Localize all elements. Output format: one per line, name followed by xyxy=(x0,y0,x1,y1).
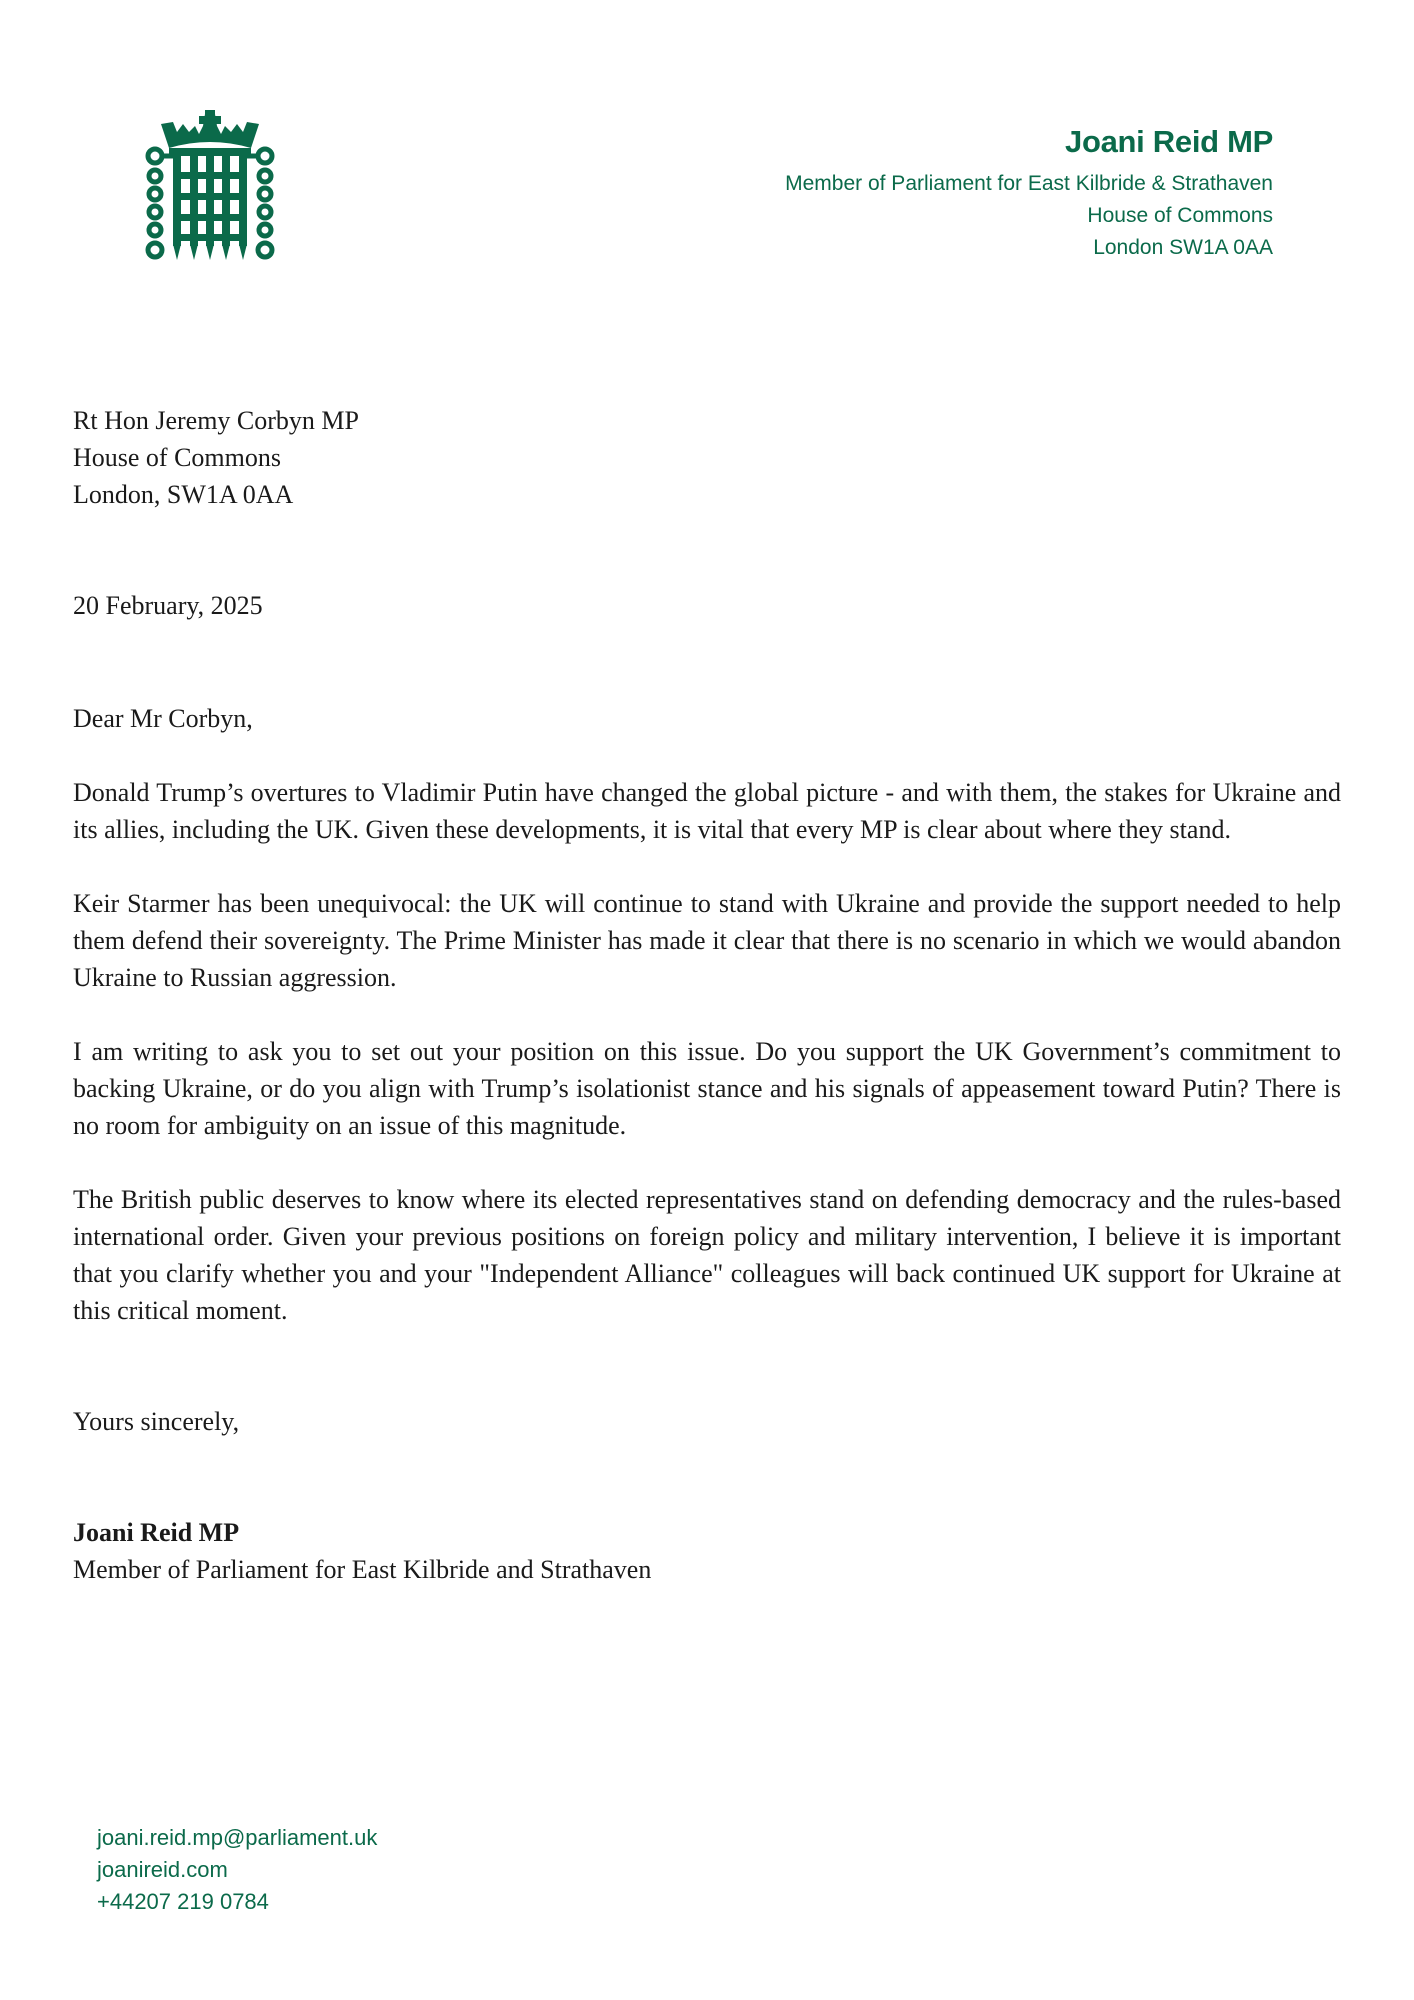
salutation: Dear Mr Corbyn, xyxy=(73,704,253,733)
sender-name: Joani Reid MP xyxy=(1065,124,1273,159)
signature-block xyxy=(73,1514,651,1588)
portcullis-crown-icon xyxy=(143,110,277,264)
recipient-address-line-1: House of Commons xyxy=(73,443,281,472)
closing: Yours sincerely, xyxy=(73,1407,240,1436)
letter-body xyxy=(73,774,1341,1366)
footer-email-link[interactable]: joani.reid.mp@parliament.uk xyxy=(97,1825,378,1850)
recipient-address xyxy=(73,402,359,513)
body-paragraph: Donald Trump’s overtures to Vladimir Putin have changed the global picture - and with them, the stakes for Ukraine and its allies, including the UK. Given these developments, it is vital that every MP is clear about where they stand. xyxy=(73,778,1341,844)
letterhead xyxy=(785,122,1273,264)
sender-address-line-1: House of Commons xyxy=(1087,204,1273,227)
sender-address-line-2: London SW1A 0AA xyxy=(1093,236,1273,259)
footer-phone: +44207 219 0784 xyxy=(97,1889,269,1914)
footer-website-link[interactable]: joanireid.com xyxy=(97,1857,228,1882)
recipient-name: Rt Hon Jeremy Corbyn MP xyxy=(73,406,359,435)
recipient-address-line-2: London, SW1A 0AA xyxy=(73,480,294,509)
signature-title: Member of Parliament for East Kilbride and Strathaven xyxy=(73,1555,652,1584)
footer-contact xyxy=(97,1822,377,1918)
body-paragraph: Keir Starmer has been unequivocal: the UK will continue to stand with Ukraine and provide the support needed to help them defend their sovereignty. The Prime Minister has made it clear that there is no scenario in which we would abandon Ukraine to Russian aggression. xyxy=(73,889,1341,992)
body-paragraph: I am writing to ask you to set out your position on this issue. Do you support the UK Government’s commitment to backing Ukraine, or do you align with Trump’s isolationist stance and his signals of appeasement toward Putin? There is no room for ambiguity on an issue of this magnitude. xyxy=(73,1037,1341,1140)
letter-date: 20 February, 2025 xyxy=(73,591,263,620)
body-paragraph: The British public deserves to know where its elected representatives stand on defending democracy and the rules-based international order. Given your previous positions on foreign policy and military intervention, I believe it is important that you clarify whether you and your "Independent Alliance" colleagues will back continued UK support for Ukraine at this critical moment. xyxy=(73,1185,1341,1325)
sender-constituency: Member of Parliament for East Kilbride & Strathaven xyxy=(785,172,1273,195)
signature-name: Joani Reid MP xyxy=(73,1518,240,1547)
